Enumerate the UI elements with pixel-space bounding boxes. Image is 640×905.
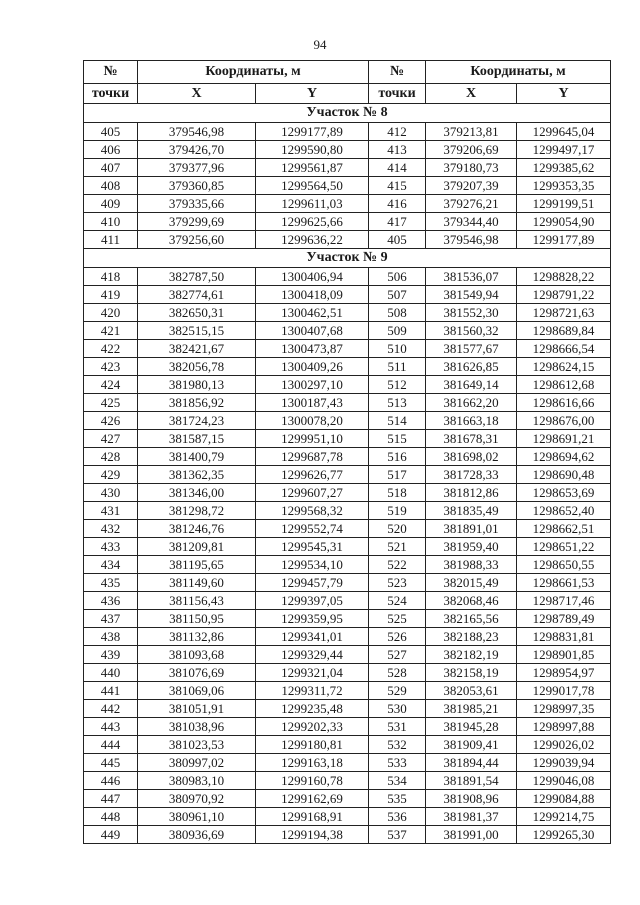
point-number: 432 xyxy=(84,520,138,538)
x-coordinate: 379426,70 xyxy=(138,141,256,159)
x-coordinate: 381649,14 xyxy=(426,376,517,394)
point-number: 405 xyxy=(84,123,138,141)
y-coordinate: 1298717,46 xyxy=(517,592,611,610)
point-number: 520 xyxy=(369,520,426,538)
y-coordinate: 1300462,51 xyxy=(256,304,369,322)
y-coordinate: 1299397,05 xyxy=(256,592,369,610)
point-number: 427 xyxy=(84,430,138,448)
point-number: 514 xyxy=(369,412,426,430)
y-coordinate: 1299611,03 xyxy=(256,195,369,213)
y-coordinate: 1299645,04 xyxy=(517,123,611,141)
point-number: 439 xyxy=(84,646,138,664)
table-row xyxy=(84,322,611,340)
x-coordinate: 381132,86 xyxy=(138,628,256,646)
y-coordinate: 1298612,68 xyxy=(517,376,611,394)
point-number: 424 xyxy=(84,376,138,394)
x-coordinate: 381894,44 xyxy=(426,754,517,772)
point-number: 444 xyxy=(84,736,138,754)
point-number: 513 xyxy=(369,394,426,412)
x-coordinate: 382787,50 xyxy=(138,268,256,286)
point-number: 416 xyxy=(369,195,426,213)
x-coordinate: 379360,85 xyxy=(138,177,256,195)
point-number: 438 xyxy=(84,628,138,646)
y-coordinate: 1300078,20 xyxy=(256,412,369,430)
table-row xyxy=(84,754,611,772)
point-number: 408 xyxy=(84,177,138,195)
y-coordinate: 1298666,54 xyxy=(517,340,611,358)
table-row xyxy=(84,376,611,394)
x-coordinate: 381698,02 xyxy=(426,448,517,466)
x-coordinate: 381246,76 xyxy=(138,520,256,538)
point-number: 425 xyxy=(84,394,138,412)
y-coordinate: 1298653,69 xyxy=(517,484,611,502)
x-coordinate: 379377,96 xyxy=(138,159,256,177)
x-coordinate: 382015,49 xyxy=(426,574,517,592)
table-row xyxy=(84,123,611,141)
x-coordinate: 382515,15 xyxy=(138,322,256,340)
point-number: 510 xyxy=(369,340,426,358)
x-coordinate: 379299,69 xyxy=(138,213,256,231)
point-number: 421 xyxy=(84,322,138,340)
table-row xyxy=(84,177,611,195)
y-coordinate: 1298694,62 xyxy=(517,448,611,466)
y-coordinate: 1298661,53 xyxy=(517,574,611,592)
table-row xyxy=(84,304,611,322)
y-coordinate: 1299202,33 xyxy=(256,718,369,736)
x-header: X xyxy=(138,84,256,104)
point-number: 512 xyxy=(369,376,426,394)
y-coordinate: 1299552,74 xyxy=(256,520,369,538)
point-number: 511 xyxy=(369,358,426,376)
point-number: 449 xyxy=(84,826,138,844)
x-coordinate: 381560,32 xyxy=(426,322,517,340)
point-number: 434 xyxy=(84,556,138,574)
point-number: 423 xyxy=(84,358,138,376)
y-coordinate: 1299607,27 xyxy=(256,484,369,502)
x-coordinate: 381195,65 xyxy=(138,556,256,574)
x-coordinate: 381908,96 xyxy=(426,790,517,808)
x-coordinate: 381724,23 xyxy=(138,412,256,430)
y-coordinate: 1299341,01 xyxy=(256,628,369,646)
y-coordinate: 1298721,63 xyxy=(517,304,611,322)
y-coordinate: 1299951,10 xyxy=(256,430,369,448)
point-number: 537 xyxy=(369,826,426,844)
coordinates-table xyxy=(83,60,611,844)
point-number: 442 xyxy=(84,700,138,718)
y-coordinate: 1298662,51 xyxy=(517,520,611,538)
x-coordinate: 379344,40 xyxy=(426,213,517,231)
point-number: 529 xyxy=(369,682,426,700)
section-header-row xyxy=(84,104,611,123)
point-number-subheader: точки xyxy=(369,84,426,104)
y-coordinate: 1299385,62 xyxy=(517,159,611,177)
y-coordinate: 1298831,81 xyxy=(517,628,611,646)
point-number: 437 xyxy=(84,610,138,628)
x-coordinate: 379206,69 xyxy=(426,141,517,159)
x-coordinate: 381959,40 xyxy=(426,538,517,556)
table-row xyxy=(84,268,611,286)
y-coordinate: 1299636,22 xyxy=(256,231,369,249)
point-number: 509 xyxy=(369,322,426,340)
point-number: 526 xyxy=(369,628,426,646)
point-number: 433 xyxy=(84,538,138,556)
point-number: 410 xyxy=(84,213,138,231)
x-coordinate: 379546,98 xyxy=(138,123,256,141)
y-coordinate: 1299017,78 xyxy=(517,682,611,700)
x-coordinate: 379276,21 xyxy=(426,195,517,213)
y-coordinate: 1299545,31 xyxy=(256,538,369,556)
table-row xyxy=(84,556,611,574)
y-coordinate: 1298689,84 xyxy=(517,322,611,340)
x-coordinate: 380970,92 xyxy=(138,790,256,808)
y-coordinate: 1299214,75 xyxy=(517,808,611,826)
x-coordinate: 381728,33 xyxy=(426,466,517,484)
table-row xyxy=(84,718,611,736)
table-row xyxy=(84,538,611,556)
point-number: 436 xyxy=(84,592,138,610)
point-number: 533 xyxy=(369,754,426,772)
y-coordinate: 1298828,22 xyxy=(517,268,611,286)
point-number: 528 xyxy=(369,664,426,682)
y-coordinate: 1299626,77 xyxy=(256,466,369,484)
x-coordinate: 381891,01 xyxy=(426,520,517,538)
x-header: X xyxy=(426,84,517,104)
table-row xyxy=(84,159,611,177)
point-number: 516 xyxy=(369,448,426,466)
y-coordinate: 1299199,51 xyxy=(517,195,611,213)
point-number: 419 xyxy=(84,286,138,304)
y-coordinate: 1298624,15 xyxy=(517,358,611,376)
point-number: 518 xyxy=(369,484,426,502)
x-coordinate: 379546,98 xyxy=(426,231,517,249)
table-row xyxy=(84,430,611,448)
y-coordinate: 1298676,00 xyxy=(517,412,611,430)
table-row xyxy=(84,340,611,358)
y-coordinate: 1298791,22 xyxy=(517,286,611,304)
y-coordinate: 1299359,95 xyxy=(256,610,369,628)
table-row xyxy=(84,646,611,664)
x-coordinate: 382165,56 xyxy=(426,610,517,628)
x-coordinate: 381298,72 xyxy=(138,502,256,520)
x-coordinate: 381663,18 xyxy=(426,412,517,430)
point-number: 517 xyxy=(369,466,426,484)
y-coordinate: 1299084,88 xyxy=(517,790,611,808)
point-number: 430 xyxy=(84,484,138,502)
x-coordinate: 381536,07 xyxy=(426,268,517,286)
point-number: 411 xyxy=(84,231,138,249)
y-header: Y xyxy=(517,84,611,104)
y-coordinate: 1300473,87 xyxy=(256,340,369,358)
x-coordinate: 381093,68 xyxy=(138,646,256,664)
x-coordinate: 381577,67 xyxy=(426,340,517,358)
y-coordinate: 1299353,35 xyxy=(517,177,611,195)
point-number: 525 xyxy=(369,610,426,628)
point-number: 522 xyxy=(369,556,426,574)
y-coordinate: 1298652,40 xyxy=(517,502,611,520)
point-number: 417 xyxy=(369,213,426,231)
point-number: 446 xyxy=(84,772,138,790)
y-coordinate: 1299534,10 xyxy=(256,556,369,574)
x-coordinate: 382182,19 xyxy=(426,646,517,664)
point-number: 428 xyxy=(84,448,138,466)
point-number-header: № xyxy=(369,61,426,84)
y-coordinate: 1299160,78 xyxy=(256,772,369,790)
x-coordinate: 380961,10 xyxy=(138,808,256,826)
table-row xyxy=(84,520,611,538)
y-coordinate: 1300418,09 xyxy=(256,286,369,304)
point-number: 435 xyxy=(84,574,138,592)
point-number: 415 xyxy=(369,177,426,195)
point-number: 523 xyxy=(369,574,426,592)
x-coordinate: 381149,60 xyxy=(138,574,256,592)
y-coordinate: 1299568,32 xyxy=(256,502,369,520)
x-coordinate: 381400,79 xyxy=(138,448,256,466)
y-coordinate: 1299497,17 xyxy=(517,141,611,159)
section-title: Участок № 9 xyxy=(84,249,611,268)
y-coordinate: 1298901,85 xyxy=(517,646,611,664)
table-row xyxy=(84,195,611,213)
point-number: 443 xyxy=(84,718,138,736)
y-coordinate: 1298997,35 xyxy=(517,700,611,718)
point-number: 524 xyxy=(369,592,426,610)
x-coordinate: 381981,37 xyxy=(426,808,517,826)
x-coordinate: 380983,10 xyxy=(138,772,256,790)
coordinates-header: Координаты, м xyxy=(138,61,369,84)
point-number: 409 xyxy=(84,195,138,213)
x-coordinate: 381856,92 xyxy=(138,394,256,412)
point-number: 515 xyxy=(369,430,426,448)
table-row xyxy=(84,610,611,628)
table-row xyxy=(84,213,611,231)
x-coordinate: 381587,15 xyxy=(138,430,256,448)
x-coordinate: 381038,96 xyxy=(138,718,256,736)
x-coordinate: 382774,61 xyxy=(138,286,256,304)
x-coordinate: 381362,35 xyxy=(138,466,256,484)
page-number: 94 xyxy=(313,37,327,52)
x-coordinate: 381678,31 xyxy=(426,430,517,448)
x-coordinate: 381891,54 xyxy=(426,772,517,790)
point-number: 534 xyxy=(369,772,426,790)
table-row xyxy=(84,592,611,610)
point-number: 420 xyxy=(84,304,138,322)
coordinates-header: Координаты, м xyxy=(426,61,611,84)
table-row xyxy=(84,808,611,826)
y-coordinate: 1300406,94 xyxy=(256,268,369,286)
y-coordinate: 1299590,80 xyxy=(256,141,369,159)
table-row xyxy=(84,484,611,502)
x-coordinate: 381662,20 xyxy=(426,394,517,412)
point-number: 441 xyxy=(84,682,138,700)
point-number-subheader: точки xyxy=(84,84,138,104)
x-coordinate: 381909,41 xyxy=(426,736,517,754)
x-coordinate: 379213,81 xyxy=(426,123,517,141)
table-row xyxy=(84,826,611,844)
x-coordinate: 381076,69 xyxy=(138,664,256,682)
y-coordinate: 1299180,81 xyxy=(256,736,369,754)
y-coordinate: 1298691,21 xyxy=(517,430,611,448)
y-coordinate: 1299039,94 xyxy=(517,754,611,772)
x-coordinate: 381023,53 xyxy=(138,736,256,754)
y-coordinate: 1299046,08 xyxy=(517,772,611,790)
point-number: 532 xyxy=(369,736,426,754)
x-coordinate: 381346,00 xyxy=(138,484,256,502)
table-row xyxy=(84,466,611,484)
point-number: 447 xyxy=(84,790,138,808)
y-coordinate: 1299561,87 xyxy=(256,159,369,177)
x-coordinate: 381209,81 xyxy=(138,538,256,556)
point-number: 429 xyxy=(84,466,138,484)
y-coordinate: 1299687,78 xyxy=(256,448,369,466)
y-coordinate: 1298651,22 xyxy=(517,538,611,556)
x-coordinate: 382188,23 xyxy=(426,628,517,646)
point-number: 440 xyxy=(84,664,138,682)
y-coordinate: 1299457,79 xyxy=(256,574,369,592)
x-coordinate: 379180,73 xyxy=(426,159,517,177)
x-coordinate: 382650,31 xyxy=(138,304,256,322)
y-coordinate: 1299163,18 xyxy=(256,754,369,772)
x-coordinate: 381980,13 xyxy=(138,376,256,394)
y-coordinate: 1299265,30 xyxy=(517,826,611,844)
table-row xyxy=(84,448,611,466)
x-coordinate: 381626,85 xyxy=(426,358,517,376)
x-coordinate: 382053,61 xyxy=(426,682,517,700)
table-row xyxy=(84,141,611,159)
y-coordinate: 1299625,66 xyxy=(256,213,369,231)
table-row xyxy=(84,736,611,754)
x-coordinate: 379207,39 xyxy=(426,177,517,195)
point-number: 506 xyxy=(369,268,426,286)
table-row xyxy=(84,628,611,646)
x-coordinate: 382421,67 xyxy=(138,340,256,358)
point-number: 406 xyxy=(84,141,138,159)
table-row xyxy=(84,664,611,682)
x-coordinate: 380997,02 xyxy=(138,754,256,772)
point-number: 426 xyxy=(84,412,138,430)
point-number: 530 xyxy=(369,700,426,718)
table-row xyxy=(84,412,611,430)
y-coordinate: 1299194,38 xyxy=(256,826,369,844)
x-coordinate: 381991,00 xyxy=(426,826,517,844)
y-coordinate: 1298690,48 xyxy=(517,466,611,484)
y-coordinate: 1300187,43 xyxy=(256,394,369,412)
x-coordinate: 381812,86 xyxy=(426,484,517,502)
point-number: 431 xyxy=(84,502,138,520)
y-coordinate: 1298650,55 xyxy=(517,556,611,574)
x-coordinate: 382158,19 xyxy=(426,664,517,682)
x-coordinate: 381051,91 xyxy=(138,700,256,718)
y-coordinate: 1299162,69 xyxy=(256,790,369,808)
x-coordinate: 382068,46 xyxy=(426,592,517,610)
table-row xyxy=(84,772,611,790)
table-row xyxy=(84,700,611,718)
point-number: 414 xyxy=(369,159,426,177)
point-number: 445 xyxy=(84,754,138,772)
y-coordinate: 1298997,88 xyxy=(517,718,611,736)
section-header-row xyxy=(84,249,611,268)
point-number: 448 xyxy=(84,808,138,826)
point-number: 536 xyxy=(369,808,426,826)
y-coordinate: 1299235,48 xyxy=(256,700,369,718)
point-number: 413 xyxy=(369,141,426,159)
x-coordinate: 380936,69 xyxy=(138,826,256,844)
y-coordinate: 1298789,49 xyxy=(517,610,611,628)
table-row xyxy=(84,790,611,808)
table-row xyxy=(84,682,611,700)
point-number: 507 xyxy=(369,286,426,304)
section-title: Участок № 8 xyxy=(84,104,611,123)
table-row xyxy=(84,358,611,376)
y-coordinate: 1299168,91 xyxy=(256,808,369,826)
point-number: 527 xyxy=(369,646,426,664)
y-coordinate: 1299311,72 xyxy=(256,682,369,700)
x-coordinate: 381552,30 xyxy=(426,304,517,322)
y-coordinate: 1298954,97 xyxy=(517,664,611,682)
table-row xyxy=(84,574,611,592)
y-coordinate: 1299054,90 xyxy=(517,213,611,231)
y-coordinate: 1299177,89 xyxy=(256,123,369,141)
table-row xyxy=(84,231,611,249)
x-coordinate: 379256,60 xyxy=(138,231,256,249)
point-number: 521 xyxy=(369,538,426,556)
y-coordinate: 1299321,04 xyxy=(256,664,369,682)
y-coordinate: 1299564,50 xyxy=(256,177,369,195)
table-body xyxy=(84,104,611,844)
x-coordinate: 381835,49 xyxy=(426,502,517,520)
y-coordinate: 1299329,44 xyxy=(256,646,369,664)
point-number: 422 xyxy=(84,340,138,358)
x-coordinate: 381156,43 xyxy=(138,592,256,610)
x-coordinate: 381945,28 xyxy=(426,718,517,736)
y-coordinate: 1300409,26 xyxy=(256,358,369,376)
point-number: 412 xyxy=(369,123,426,141)
point-number: 418 xyxy=(84,268,138,286)
x-coordinate: 381985,21 xyxy=(426,700,517,718)
x-coordinate: 381069,06 xyxy=(138,682,256,700)
point-number: 519 xyxy=(369,502,426,520)
table-row xyxy=(84,286,611,304)
y-coordinate: 1300407,68 xyxy=(256,322,369,340)
x-coordinate: 381549,94 xyxy=(426,286,517,304)
x-coordinate: 382056,78 xyxy=(138,358,256,376)
point-number: 531 xyxy=(369,718,426,736)
y-coordinate: 1299177,89 xyxy=(517,231,611,249)
x-coordinate: 381988,33 xyxy=(426,556,517,574)
y-header: Y xyxy=(256,84,369,104)
y-coordinate: 1298616,66 xyxy=(517,394,611,412)
point-number: 405 xyxy=(369,231,426,249)
x-coordinate: 381150,95 xyxy=(138,610,256,628)
table-row xyxy=(84,502,611,520)
y-coordinate: 1299026,02 xyxy=(517,736,611,754)
point-number: 508 xyxy=(369,304,426,322)
x-coordinate: 379335,66 xyxy=(138,195,256,213)
y-coordinate: 1300297,10 xyxy=(256,376,369,394)
point-number: 407 xyxy=(84,159,138,177)
table-row xyxy=(84,394,611,412)
point-number: 535 xyxy=(369,790,426,808)
point-number-header: № xyxy=(84,61,138,84)
